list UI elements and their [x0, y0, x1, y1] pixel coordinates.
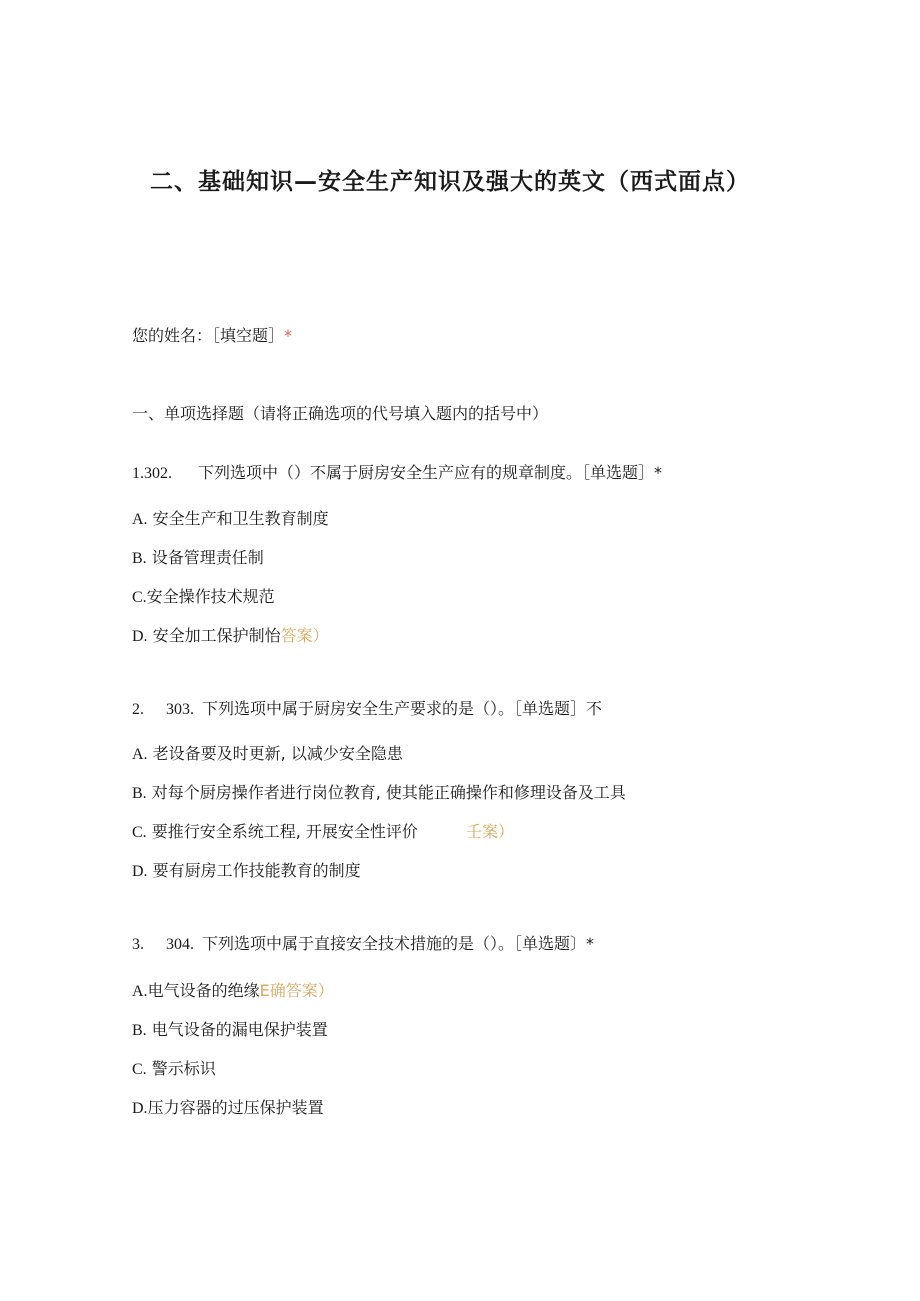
option-label: A. [132, 511, 148, 528]
required-mark: * [284, 326, 293, 345]
option-label: C. [132, 1061, 147, 1078]
section-heading: 一、单项选择题（请将正确选项的代号填入题内的括号中） [132, 404, 549, 423]
option-label: D. [132, 628, 148, 645]
option-text: 电气设备的绝缘 [147, 981, 260, 1000]
option-text: 老设备要及时更新, 以减少安全隐患 [147, 744, 403, 763]
option-a[interactable] [132, 508, 329, 531]
option-d[interactable] [132, 1097, 324, 1120]
question-2 [132, 698, 602, 721]
option-b[interactable] [132, 547, 264, 570]
option-text: 设备管理责任制 [146, 548, 264, 567]
answer-marker: E确答案） [259, 981, 334, 1000]
question-3 [132, 933, 594, 956]
name-field-label: 您的姓名：［填空题］ [132, 326, 285, 345]
option-text: 要推行安全系统工程, 开展安全性评价 [146, 822, 418, 841]
option-c[interactable] [132, 586, 275, 609]
option-c[interactable] [132, 1058, 216, 1081]
option-text: 电气设备的漏电保护装置 [146, 1020, 328, 1039]
option-text: 安全操作技术规范 [146, 587, 275, 606]
page-title: 二、基础知识—安全生产知识及强大的英文（西式面点） [150, 169, 750, 195]
option-c[interactable] [132, 821, 514, 844]
option-b[interactable] [132, 1019, 328, 1042]
option-b[interactable] [132, 782, 626, 805]
option-text: 警示标识 [146, 1059, 216, 1078]
option-label: C. [132, 824, 147, 841]
option-text: 对每个厨房操作者进行岗位教育, 使其能正确操作和修理设备及工具 [146, 783, 626, 802]
option-text: 要有厨房工作技能教育的制度 [147, 861, 361, 880]
option-text: 安全加工保护制怡 [147, 626, 281, 645]
answer-marker: 答案） [280, 626, 329, 645]
name-field[interactable] [132, 325, 292, 347]
option-label: D. [132, 1100, 148, 1117]
option-text: 安全生产和卫生教育制度 [147, 509, 329, 528]
question-text: 下列选项中属于厨房安全生产要求的是（）。［单选题］不 [202, 699, 603, 718]
option-d[interactable] [132, 625, 329, 648]
question-index: 2. [132, 701, 144, 718]
option-d[interactable] [132, 860, 361, 883]
option-label: A. [132, 983, 148, 1000]
question-index: 3. [132, 936, 144, 953]
question-text: 下列选项中属于直接安全技术措施的是（）。［单选题〕* [202, 934, 595, 953]
option-label: B. [132, 1022, 147, 1039]
option-a[interactable] [132, 743, 403, 766]
option-label: B. [132, 785, 147, 802]
question-number: 304. [166, 936, 194, 953]
question-1 [132, 462, 662, 485]
option-text: 压力容器的过压保护装置 [147, 1098, 324, 1117]
option-a[interactable] [132, 980, 334, 1003]
option-label: C. [132, 589, 147, 606]
option-label: D. [132, 863, 148, 880]
question-number: 303. [166, 701, 194, 718]
option-label: A. [132, 746, 148, 763]
answer-marker: 壬案） [465, 822, 514, 841]
question-number: 1.302. [132, 465, 172, 482]
question-text: 下列选项中（）不属于厨房安全生产应有的规章制度。［单选题］* [198, 463, 663, 482]
option-label: B. [132, 550, 147, 567]
